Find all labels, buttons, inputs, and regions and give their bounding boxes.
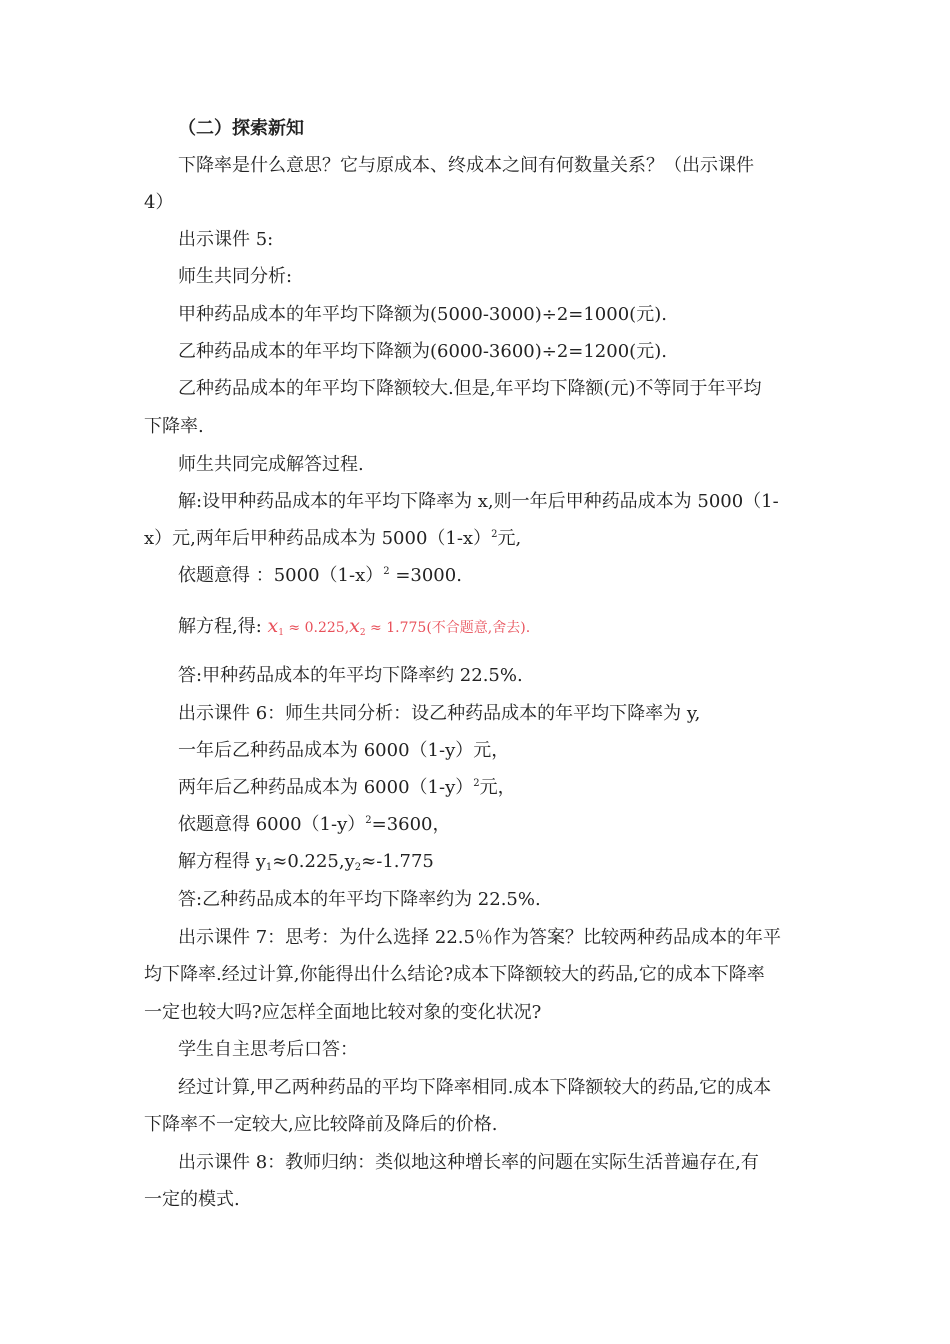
- paragraph-line: 一年后乙种药品成本为 6000（1-y）元，: [178, 740, 510, 761]
- superscript: 2: [491, 529, 498, 540]
- text-run: ≈ 0.225,: [283, 620, 350, 636]
- paragraph-line: [178, 813, 848, 837]
- solution-line: [178, 614, 848, 640]
- paragraph-line: 答:乙种药品成本的年平均下降率约为 22.5%.: [178, 889, 541, 910]
- paragraph-line: 出示课件 8：教师归纳：类似地这种增长率的问题在实际生活普遍存在,有: [178, 1152, 759, 1173]
- subscript: 2: [354, 862, 362, 873]
- paragraph-line: 一定的模式.: [144, 1189, 240, 1210]
- paragraph-line: 下降率不一定较大,应比较降前及降后的价格.: [144, 1114, 498, 1135]
- subscript: 1: [278, 628, 284, 638]
- text-run: =3000.: [389, 565, 462, 586]
- paragraph-line: 甲种药品成本的年平均下降额为(5000-3000)÷2=1000(元).: [178, 304, 667, 325]
- paragraph-line: 师生共同分析:: [178, 266, 293, 287]
- superscript: 2: [365, 815, 372, 826]
- solution-label: 解方程,得:: [178, 616, 262, 637]
- text-run: ≈0.225,y: [272, 851, 355, 872]
- paragraph-line: [178, 776, 848, 800]
- math-variable: x: [267, 615, 279, 637]
- text-run: ≈-1.775: [361, 851, 434, 872]
- paragraph-line: 乙种药品成本的年平均下降额较大.但是,年平均下降额(元)不等同于年平均: [178, 378, 762, 399]
- text-run: 元，: [479, 777, 516, 798]
- paragraph-line: 出示课件 7：思考：为什么选择 22.5％作为答案？比较两种药品成本的年平: [178, 927, 781, 948]
- paragraph-line: 出示课件 6：师生共同分析：设乙种药品成本的年平均下降率为 y,: [178, 703, 701, 724]
- paragraph-line: [144, 527, 814, 551]
- subscript: 1: [265, 862, 273, 873]
- paragraph-line: 出示课件 5:: [178, 229, 274, 250]
- text-run: 依题意得 6000（1-y）: [178, 814, 366, 835]
- math-variable: x: [349, 615, 360, 637]
- text-run: 依题意得 ：5000（1-x）: [178, 565, 384, 586]
- paragraph-line: 4）: [144, 192, 174, 213]
- text-run: 解方程得 y: [178, 851, 266, 872]
- paragraph-line: 乙种药品成本的年平均下降额为(6000-3600)÷2=1200(元).: [178, 341, 667, 362]
- superscript: 2: [473, 778, 480, 789]
- text-run: 两年后乙种药品成本为 6000（1-y）: [178, 777, 474, 798]
- superscript: 2: [383, 566, 390, 577]
- paragraph-line: 下降率是什么意思？它与原成本、终成本之间有何数量关系？（出示课件: [178, 155, 754, 176]
- paragraph-line: [178, 850, 848, 874]
- equation-line: [178, 564, 848, 588]
- text-run: 元,: [497, 528, 522, 549]
- solution-result: [267, 615, 531, 638]
- paragraph-line: 均下降率.经过计算,你能得出什么结论?成本下降额较大的药品,它的成本下降率: [144, 964, 765, 985]
- text-run: =3600，: [371, 814, 451, 835]
- section-title: （二）探索新知: [178, 118, 304, 139]
- paragraph-line: 经过计算,甲乙两种药品的平均下降率相同.成本下降额较大的药品,它的成本: [178, 1077, 772, 1098]
- text-run: ≈ 1.775(不合题意,舍去).: [365, 620, 531, 636]
- paragraph-line: 下降率.: [144, 416, 204, 437]
- paragraph-line: 答:甲种药品成本的年平均下降率约 22.5%.: [178, 665, 523, 686]
- paragraph-line: 解:设甲种药品成本的年平均下降率为 x,则一年后甲种药品成本为 5000（1-: [178, 491, 779, 512]
- text-run: x）元,两年后甲种药品成本为 5000（1-x）: [144, 528, 492, 549]
- paragraph-line: 一定也较大吗?应怎样全面地比较对象的变化状况?: [144, 1002, 542, 1023]
- subscript: 2: [359, 628, 366, 638]
- paragraph-line: 师生共同完成解答过程.: [178, 454, 364, 475]
- paragraph-line: 学生自主思考后口答：: [178, 1039, 358, 1060]
